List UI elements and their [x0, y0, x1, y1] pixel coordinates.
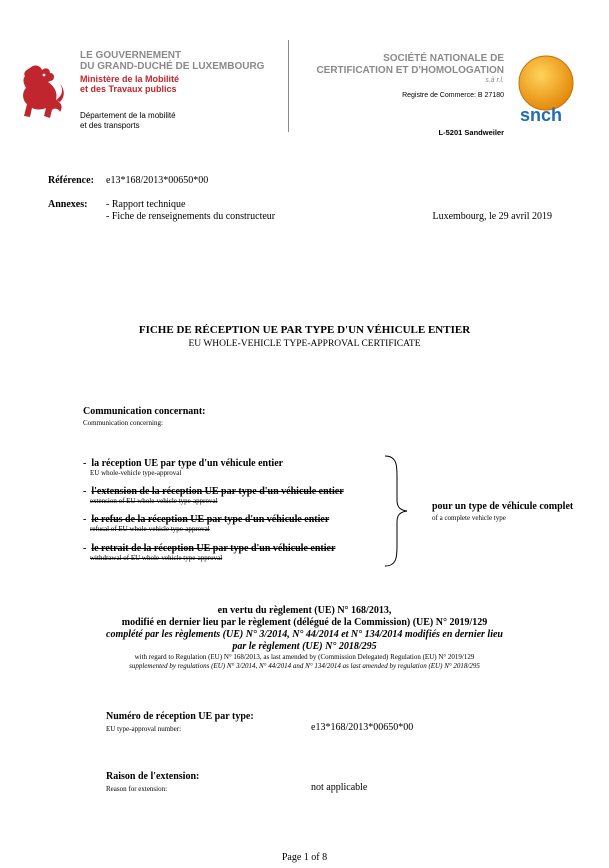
- reference-label: Référence:: [48, 175, 94, 186]
- reference-value: e13*168/2013*00650*00: [106, 175, 209, 186]
- page-number: Page 1 of 8: [281, 852, 328, 863]
- ministry-name: Ministère de la Mobilité et des Travaux publics: [80, 74, 180, 94]
- extension-reason-label-en: Reason for extension:: [106, 785, 168, 793]
- regulation-line: en vertu du règlement (UE) N° 168/2013,: [217, 605, 392, 616]
- annexes-label: Annexes:: [48, 199, 88, 210]
- curly-brace: [383, 454, 409, 568]
- document-subtitle: EU WHOLE-VEHICLE TYPE-APPROVAL CERTIFICATE: [188, 339, 421, 349]
- luxembourg-lion-logo: [20, 62, 66, 120]
- vehicle-type-label: pour un type de véhicule complet: [432, 501, 574, 512]
- regulation-line: complété par les règlements (UE) N° 3/2014, N° 44/2014 et N° 134/2014 modifiés en dernier lieu: [106, 629, 503, 640]
- snch-legal-form: s.à r.l.: [485, 77, 504, 84]
- document-title: FICHE DE RÉCEPTION UE PAR TYPE D'UN VÉHICULE ENTIER: [138, 324, 471, 336]
- header-divider: [288, 40, 289, 132]
- regulation-line-en: with regard to Regulation (EU) N° 168/2013, as last amended by (Commission Delegated) Regulation (EU) N° 2019/129: [134, 653, 475, 661]
- communication-item: - la réception UE par type d'un véhicule entier EU whole-vehicle type-approval: [83, 458, 284, 477]
- regulation-line: modifié en dernier lieu par le règlement (délégué de la Commission) (UE) N° 2019/129: [121, 617, 488, 628]
- snch-name: SOCIÉTÉ NATIONALE DE CERTIFICATION ET D'HOMOLOGATION: [316, 53, 504, 76]
- approval-number-value: e13*168/2013*00650*00: [311, 722, 414, 733]
- snch-logo: [516, 53, 578, 133]
- communication-item: - l'extension de la réception UE par type d'un véhicule entier extension of EU whole-vehicle type-approval: [83, 486, 344, 505]
- extension-reason-value: not applicable: [311, 782, 368, 793]
- annex-item: - Rapport technique: [106, 199, 186, 210]
- department-name: Département de la mobilité et des transports: [80, 111, 176, 130]
- communication-item: - le retrait de la réception UE par type d'un véhicule entier withdrawal of EU whole-vehicle type-approval: [83, 543, 336, 562]
- regulation-line: par le règlement (UE) N° 2018/295: [232, 641, 377, 652]
- extension-reason-label: Raison de l'extension:: [106, 771, 200, 782]
- communication-item: - le refus de la réception UE par type d'un véhicule entier refusal of EU whole-vehicle type-approval: [83, 514, 330, 533]
- snch-address: L-5201 Sandweiler: [438, 128, 504, 137]
- approval-number-label-en: EU type-approval number:: [106, 725, 182, 733]
- regulation-line-en: supplemented by regulations (EU) N° 3/2014, N° 44/2014 and N° 134/2014 as last amended by regulation (EU) N° 2018/295: [129, 662, 480, 670]
- vehicle-type-label-en: of a complete vehicle type: [432, 514, 506, 522]
- snch-globe-icon: [516, 53, 578, 113]
- annexes-list: [106, 199, 275, 223]
- snch-logo-text: snch: [520, 105, 563, 125]
- place-date: Luxembourg, le 29 avril 2019: [432, 211, 552, 222]
- communication-label-en: Communication concerning:: [83, 419, 163, 427]
- registre-commerce: Registre de Commerce: B 27180: [402, 92, 504, 99]
- government-name: LE GOUVERNEMENT DU GRAND-DUCHÉ DE LUXEMBOURG: [80, 50, 265, 72]
- communication-label: Communication concernant:: [83, 406, 206, 417]
- annex-item: - Fiche de renseignements du constructeur: [106, 211, 276, 222]
- approval-number-label: Numéro de réception UE par type:: [106, 711, 254, 722]
